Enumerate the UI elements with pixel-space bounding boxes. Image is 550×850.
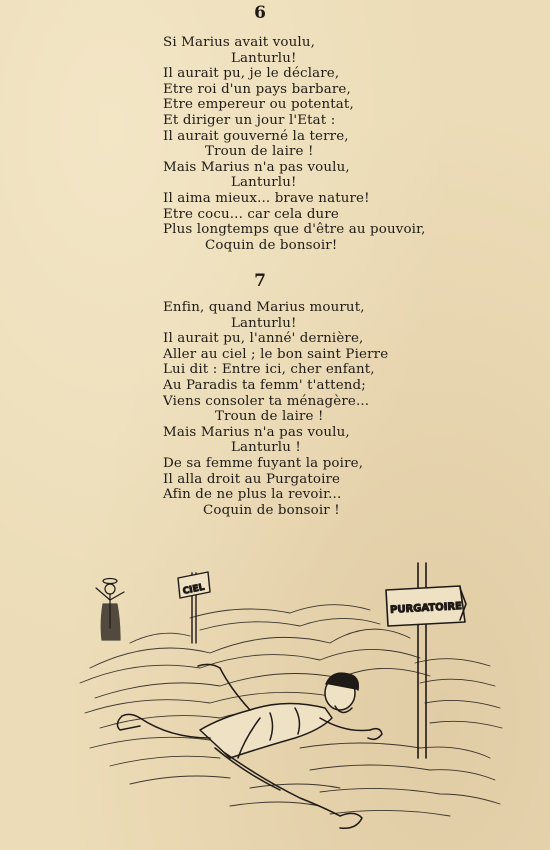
illustration-running-man — [70, 548, 510, 838]
verse-line: Si Marius avait voulu, — [163, 35, 316, 50]
verse-line: Il aurait pu, je le déclare, — [163, 66, 340, 82]
verse-line: Afin de ne plus la revoir... — [163, 487, 342, 503]
verse-line: Troun de laire ! — [215, 409, 324, 425]
verse-line: Viens consoler ta ménagère... — [163, 393, 370, 409]
purgatoire-sign-label: PURGATOIRE — [389, 601, 463, 616]
verse-line: De sa femme fuyant la poire, — [163, 455, 364, 471]
verse-line: Mais Marius n'a pas voulu, — [163, 424, 350, 440]
verse-line: Et diriger un jour l'Etat : — [163, 112, 336, 128]
verse-line: Lui dit : Entre ici, cher enfant, — [163, 362, 375, 378]
purgatoire-signpost — [386, 563, 466, 758]
verse-line: Etre cocu... car cela dure — [163, 206, 339, 222]
stanza-7 — [163, 300, 423, 518]
verse-line: Lanturlu! — [231, 175, 297, 191]
verse-line: Lanturlu! — [231, 315, 297, 331]
verse-line: Coquin de bonsoir ! — [203, 502, 340, 518]
stanza-number-6: 6 — [254, 3, 266, 23]
verse-line: Lanturlu ! — [231, 440, 301, 456]
verse-line: Il aima mieux... brave nature! — [163, 190, 370, 206]
verse-line: Mais Marius n'a pas voulu, — [163, 159, 350, 175]
verse-line: Etre roi d'un pays barbare, — [163, 81, 351, 97]
verse-line: Plus longtemps que d'être au pouvoir, — [163, 222, 426, 238]
stanza-number-7: 7 — [254, 271, 266, 291]
illustration-svg — [70, 548, 510, 838]
verse-line: Il alla droit au Purgatoire — [163, 471, 341, 487]
verse-line: Etre empereur ou potentat, — [163, 97, 354, 113]
verse-line: Au Paradis ta femm' t'attend; — [163, 377, 366, 393]
ciel-sign-label: CIEL — [182, 582, 206, 597]
verse-line: Troun de laire ! — [205, 144, 314, 160]
verse-line: Il aurait pu, l'anné' dernière, — [163, 331, 364, 347]
stanza-6 — [163, 35, 426, 253]
verse-line: Lanturlu! — [231, 50, 297, 66]
verse-line: Coquin de bonsoir! — [205, 237, 338, 253]
verse-line: Enfin, quand Marius mourut, — [163, 300, 365, 315]
ciel-signpost — [178, 572, 210, 643]
verse-line: Il aurait gouverné la terre, — [163, 128, 349, 144]
saint-figure — [96, 579, 124, 641]
verse-line: Aller au ciel ; le bon saint Pierre — [163, 346, 389, 362]
